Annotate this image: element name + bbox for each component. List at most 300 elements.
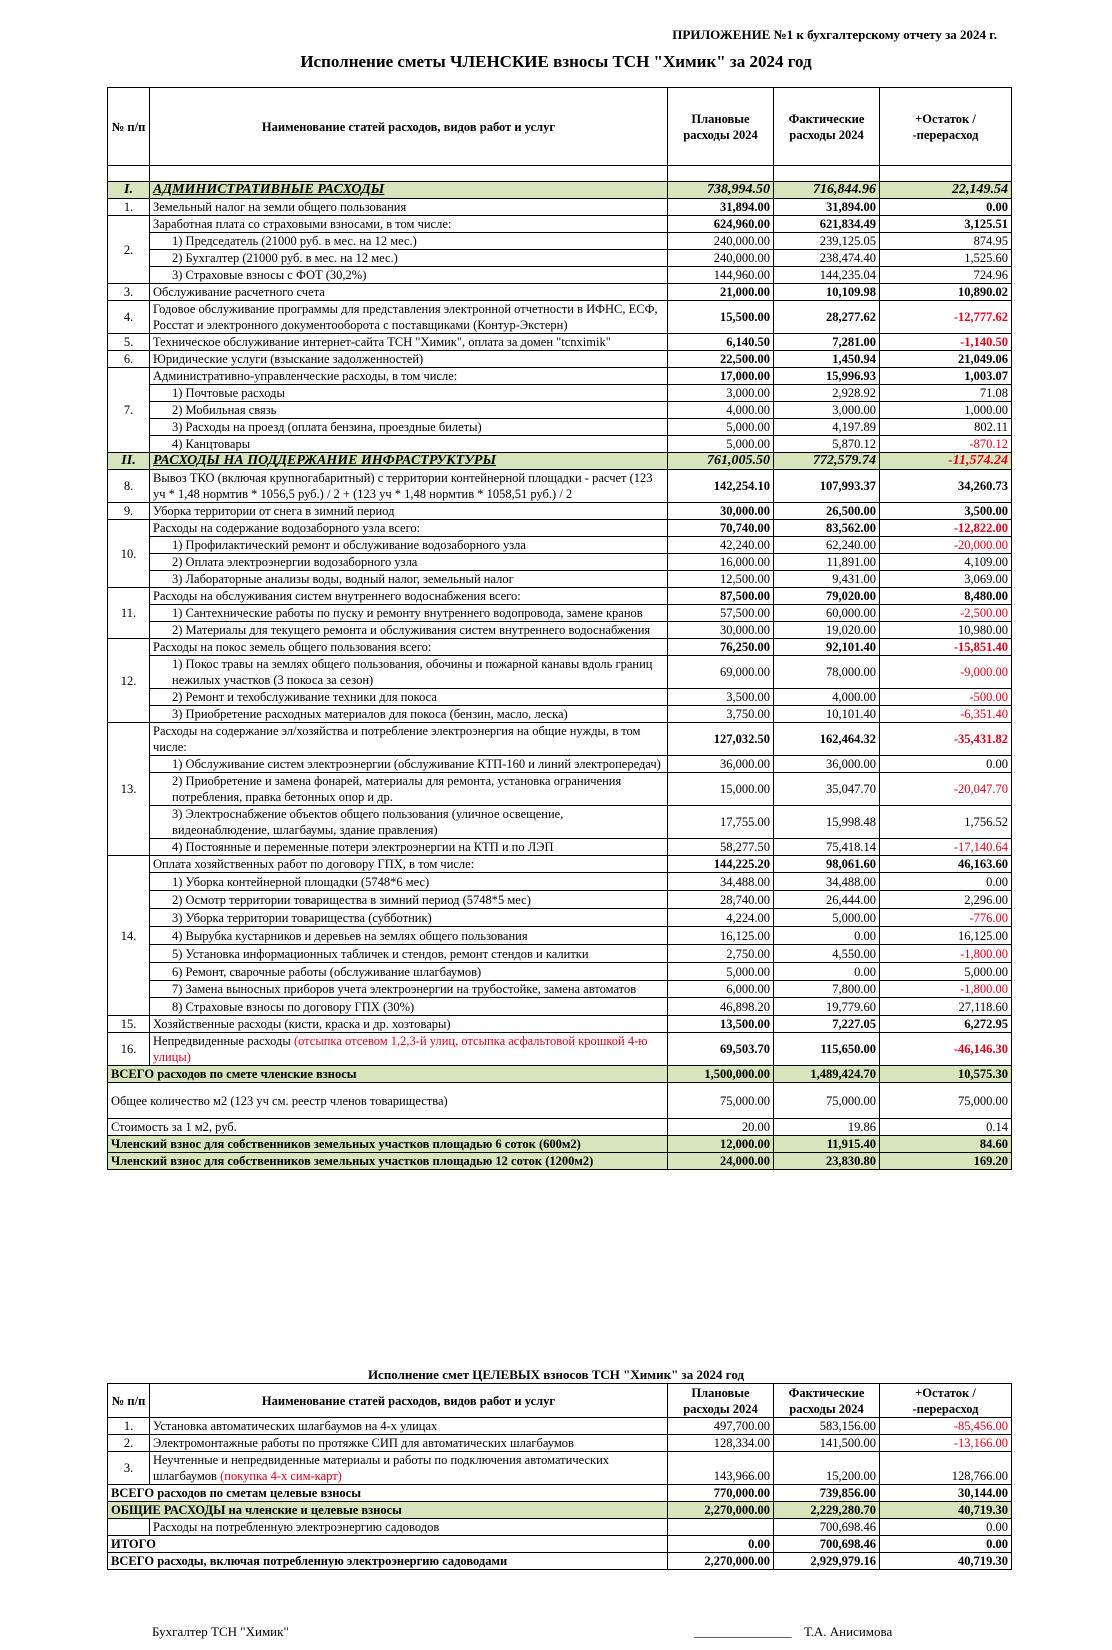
sub-plan: 240,000.00 [668,233,774,250]
sub-fact: 7,800.00 [774,981,880,998]
common-total-row [108,1502,1012,1519]
sub-row [108,773,1012,806]
sub-plan: 3,000.00 [668,385,774,402]
row-diff: -35,431.82 [880,723,1012,756]
row-diff: -85,456.00 [880,1418,1012,1435]
table-row [108,1452,1012,1485]
total-fact: 739,856.00 [774,1485,880,1502]
table-row [108,588,1012,605]
sub-fact: 19,020.00 [774,622,880,639]
row-plan: 21,000.00 [668,284,774,301]
header-plan: Плановые расходы 2024 [668,88,774,166]
row-plan: 13,500.00 [668,1016,774,1033]
row-fact: 1,450.94 [774,351,880,368]
row-fact: 92,101.40 [774,639,880,656]
sub-fact: 11,891.00 [774,554,880,571]
grand-total-row [108,1553,1012,1570]
sub-fact: 36,000.00 [774,756,880,773]
sub-fact: 78,000.00 [774,656,880,689]
sub-diff: 2,296.00 [880,891,1012,909]
sub-diff: -776.00 [880,909,1012,927]
row-plan: 142,254.10 [668,470,774,503]
sub-name: 2) Мобильная связь [150,402,668,419]
sub-plan: 4,000.00 [668,402,774,419]
row-diff: 3,125.51 [880,216,1012,233]
row-plan: 17,000.00 [668,368,774,385]
sub-diff: -6,351.40 [880,706,1012,723]
row-fact: 79,020.00 [774,588,880,605]
sub-name: 4) Вырубка кустарников и деревьев на землях общего пользования [150,927,668,945]
sub-plan: 15,000.00 [668,773,774,806]
row-num: 2. [108,1435,150,1452]
sub-fact: 4,550.00 [774,945,880,963]
row-num: 11. [108,588,150,639]
row-fact: 15,996.93 [774,368,880,385]
row-plan: 30,000.00 [668,503,774,520]
sub-row [108,656,1012,689]
row-plan: 15,500.00 [668,301,774,334]
sub-fact: 26,444.00 [774,891,880,909]
fee-row [108,1136,1012,1153]
row-diff: -13,166.00 [880,1435,1012,1452]
grand-name: ВСЕГО расходы, включая потребленную электроэнергию садоводами [108,1553,668,1570]
sub-name: 3) Приобретение расходных материалов для покоса (бензин, масло, леска) [150,706,668,723]
sub-name: 2) Ремонт и техобслуживание техники для покоса [150,689,668,706]
sub-fact: 144,235.04 [774,267,880,284]
row-num: 7. [108,368,150,453]
row-name: Расходы на содержание водозаборного узла всего: [150,520,668,537]
row-plan: 761,005.50 [668,453,774,470]
signature-role: Бухгалтер ТСН "Химик" [152,1624,289,1639]
header-diff: +Остаток / -перерасход [880,1384,1012,1418]
row-fact: 162,464.32 [774,723,880,756]
sub-diff: 874.95 [880,233,1012,250]
fee-row [108,1153,1012,1170]
sub-row [108,571,1012,588]
total-name: ВСЕГО расходов по сметам целевые взносы [108,1485,668,1502]
sub-fact: 15,998.48 [774,806,880,839]
common-fact: 2,229,280.70 [774,1502,880,1519]
target-estimate-table [107,1383,1012,1570]
area-fact: 75,000.00 [774,1083,880,1119]
sub-diff: -870.12 [880,436,1012,453]
row-num: 3. [108,284,150,301]
sub-row [108,622,1012,639]
row-diff: -12,777.62 [880,301,1012,334]
total-plan: 770,000.00 [668,1485,774,1502]
table-row [108,520,1012,537]
sub-plan: 30,000.00 [668,622,774,639]
sub-row [108,981,1012,998]
cost-diff: 0.14 [880,1119,1012,1136]
sub-row [108,267,1012,284]
sub-plan: 34,488.00 [668,873,774,891]
sub-fact: 4,000.00 [774,689,880,706]
sub-name: 6) Ремонт, сварочные работы (обслуживание шлагбаумов) [150,963,668,981]
sub-row [108,689,1012,706]
row-diff: 22,149.54 [880,182,1012,199]
sub-fact: 0.00 [774,927,880,945]
sub-fact: 3,000.00 [774,402,880,419]
sub-diff: 3,069.00 [880,571,1012,588]
row-name: Установка автоматических шлагбаумов на 4-х улицах [150,1418,668,1435]
row-num: II. [108,453,150,470]
sub-name: 1) Покос травы на землях общего пользования, обочины и пожарной канавы вдоль границ нежилых участков (3 покоса за сезон) [150,656,668,689]
sub-fact: 2,928.92 [774,385,880,402]
row-name [150,1452,668,1485]
row-diff: -46,146.30 [880,1033,1012,1066]
sub-diff: 5,000.00 [880,963,1012,981]
row-num [108,1519,150,1536]
row-plan: 624,960.00 [668,216,774,233]
total-diff: 30,144.00 [880,1485,1012,1502]
row-plan: 738,994.50 [668,182,774,199]
sub-row [108,891,1012,909]
sub-plan: 46,898.20 [668,998,774,1016]
row-name: Электромонтажные работы по протяжке СИП для автоматических шлагбаумов [150,1435,668,1452]
sub-name: 2) Оплата электроэнергии водозаборного узла [150,554,668,571]
sub-name: 4) Канцтовары [150,436,668,453]
table-row [108,639,1012,656]
common-plan: 2,270,000.00 [668,1502,774,1519]
row-plan: 128,334.00 [668,1435,774,1452]
fee-fact: 11,915.40 [774,1136,880,1153]
area-name: Общее количество м2 (123 уч см. реестр членов товарищества) [108,1083,668,1119]
row-num: 2. [108,216,150,284]
page-title: Исполнение сметы ЧЛЕНСКИЕ взносы ТСН "Химик" за 2024 год [300,52,812,71]
sub-row [108,945,1012,963]
row-num: 9. [108,503,150,520]
section-row [108,182,1012,199]
row-num: 3. [108,1452,150,1485]
row-num: 1. [108,199,150,216]
row-diff: 128,766.00 [880,1452,1012,1485]
sub-name: 2) Материалы для текущего ремонта и обслуживания систем внутреннего водоснабжения [150,622,668,639]
sub-name: 5) Установка информационных табличек и стендов, ремонт стендов и калитки [150,945,668,963]
sub-name: 8) Страховые взносы по договору ГПХ (30%) [150,998,668,1016]
sub-name: 3) Страховые взносы с ФОТ (30,2%) [150,267,668,284]
sub-plan: 5,000.00 [668,419,774,436]
electricity-diff: 0.00 [880,1519,1012,1536]
sub-name: 3) Электроснабжение объектов общего пользования (уличное освещение, видеонаблюдение, шлагбаумы, здание правления) [150,806,668,839]
header-num: № п/п [108,1384,150,1418]
sub-row [108,605,1012,622]
table-row [108,199,1012,216]
sub-fact: 34,488.00 [774,873,880,891]
row-note: (покупка 4-х сим-карт) [220,1469,342,1483]
row-name: Хозяйственные расходы (кисти, краска и др. хозтовары) [150,1016,668,1033]
cost-row [108,1119,1012,1136]
section-row [108,453,1012,470]
sub-row [108,250,1012,267]
grand-fact: 2,929,979.16 [774,1553,880,1570]
row-name: Расходы на содержание эл/хозяйства и потребление электроэнергия на общие нужды, в том числе: [150,723,668,756]
sub-plan: 17,755.00 [668,806,774,839]
row-name: АДМИНИСТРАТИВНЫЕ РАСХОДЫ [150,182,668,199]
sub-row [108,873,1012,891]
row-diff: 0.00 [880,199,1012,216]
row-diff: 8,480.00 [880,588,1012,605]
sub-row [108,963,1012,981]
signature-name: Т.А. Анисимова [804,1624,893,1639]
sub-diff: 27,118.60 [880,998,1012,1016]
sub-diff: -20,047.70 [880,773,1012,806]
row-fact: 15,200.00 [774,1452,880,1485]
table-row [108,1418,1012,1435]
sub-diff: 1,756.52 [880,806,1012,839]
sub-plan: 57,500.00 [668,605,774,622]
row-fact: 7,227.05 [774,1016,880,1033]
sub-name: 2) Осмотр территории товарищества в зимний период (5748*5 мес) [150,891,668,909]
total-row [108,1066,1012,1083]
row-name: Годовое обслуживание программы для представления электронной отчетности в ИФНС, ЕСФ, Росстат и электронного документооборота с поставщиками (Контур-Экстерн) [150,301,668,334]
row-diff: -1,140.50 [880,334,1012,351]
area-diff: 75,000.00 [880,1083,1012,1119]
sub-row [108,806,1012,839]
grand-diff: 40,719.30 [880,1553,1012,1570]
sub-row [108,419,1012,436]
cost-fact: 19.86 [774,1119,880,1136]
header-num: № п/п [108,88,150,166]
row-name: РАСХОДЫ НА ПОДДЕРЖАНИЕ ИНФРАСТРУКТУРЫ [150,453,668,470]
row-num: 10. [108,520,150,588]
sub-plan: 69,000.00 [668,656,774,689]
row-num: 15. [108,1016,150,1033]
row-name: Юридические услуги (взыскание задолженностей) [150,351,668,368]
electricity-plan [668,1519,774,1536]
grand-plan: 2,270,000.00 [668,1553,774,1570]
table-row [108,284,1012,301]
table-row [108,368,1012,385]
electricity-name: Расходы на потребленную электроэнергию садоводов [150,1519,668,1536]
table-row [108,334,1012,351]
row-fact: 26,500.00 [774,503,880,520]
row-name-text: Неучтенные и непредвиденные материалы и работы по подключения автоматических шлагбаумов [153,1453,610,1483]
row-num: 6. [108,351,150,368]
row-num: 4. [108,301,150,334]
row-num: 5. [108,334,150,351]
sub-fact: 238,474.40 [774,250,880,267]
sub-name: 3) Лабораторные анализы воды, водный налог, земельный налог [150,571,668,588]
sub-name: 3) Расходы на проезд (оплата бензина, проездные билеты) [150,419,668,436]
row-diff: 6,272.95 [880,1016,1012,1033]
sub-plan: 42,240.00 [668,537,774,554]
header-name: Наименование статей расходов, видов работ и услуг [150,88,668,166]
sub-fact: 62,240.00 [774,537,880,554]
sub-row [108,998,1012,1016]
row-num: 16. [108,1033,150,1066]
area-row [108,1083,1012,1119]
sub-plan: 2,750.00 [668,945,774,963]
row-plan: 143,966.00 [668,1452,774,1485]
sub-plan: 36,000.00 [668,756,774,773]
sub-row [108,554,1012,571]
total-row [108,1485,1012,1502]
sub-diff: -20,000.00 [880,537,1012,554]
row-plan: 70,740.00 [668,520,774,537]
target-title: Исполнение смет ЦЕЛЕВЫХ взносов ТСН "Химик" за 2024 год [367,1367,745,1382]
row-plan: 76,250.00 [668,639,774,656]
sub-name: 2) Бухгалтер (21000 руб. в мес. на 12 мес.) [150,250,668,267]
sub-diff: -2,500.00 [880,605,1012,622]
row-num: I. [108,182,150,199]
row-fact: 621,834.49 [774,216,880,233]
row-name: Заработная плата со страховыми взносами, в том числе: [150,216,668,233]
total-plan: 1,500,000.00 [668,1066,774,1083]
row-fact: 83,562.00 [774,520,880,537]
row-plan: 22,500.00 [668,351,774,368]
sub-diff: 724.96 [880,267,1012,284]
cost-plan: 20.00 [668,1119,774,1136]
fee-fact: 23,830.80 [774,1153,880,1170]
sub-plan: 5,000.00 [668,963,774,981]
header-fact: Фактические расходы 2024 [774,88,880,166]
table-row [108,351,1012,368]
sub-row [108,839,1012,856]
row-name: Оплата хозяйственных работ по договору ГПХ, в том числе: [150,856,668,873]
row-fact: 31,894.00 [774,199,880,216]
row-fact: 10,109.98 [774,284,880,301]
row-plan: 127,032.50 [668,723,774,756]
sub-row [108,233,1012,250]
sub-diff: 802.11 [880,419,1012,436]
cost-name: Стоимость за 1 м2, руб. [108,1119,668,1136]
header-name: Наименование статей расходов, видов работ и услуг [150,1384,668,1418]
sub-fact: 35,047.70 [774,773,880,806]
fee-plan: 12,000.00 [668,1136,774,1153]
sub-plan: 3,500.00 [668,689,774,706]
sub-plan: 12,500.00 [668,571,774,588]
row-name: Обслуживание расчетного счета [150,284,668,301]
row-name: Расходы на обслуживания систем внутреннего водоснабжения всего: [150,588,668,605]
row-plan: 31,894.00 [668,199,774,216]
row-diff: 46,163.60 [880,856,1012,873]
row-fact: 7,281.00 [774,334,880,351]
sub-plan: 4,224.00 [668,909,774,927]
row-diff: 1,003.07 [880,368,1012,385]
table-spacer-row [108,166,1012,182]
sub-diff: 1,000.00 [880,402,1012,419]
signature-line: _______________ [694,1624,792,1639]
sub-name: 1) Профилактический ремонт и обслуживание водозаборного узла [150,537,668,554]
common-name: ОБЩИЕ РАСХОДЫ на членские и целевые взносы [108,1502,668,1519]
sub-row [108,927,1012,945]
header-fact: Фактические расходы 2024 [774,1384,880,1418]
sub-diff: 0.00 [880,756,1012,773]
sub-fact: 239,125.05 [774,233,880,250]
sub-name: 1) Уборка контейнерной площадки (5748*6 мес) [150,873,668,891]
header-diff: +Остаток / -перерасход [880,88,1012,166]
row-fact: 98,061.60 [774,856,880,873]
row-name: Административно-управленческие расходы, в том числе: [150,368,668,385]
sub-row [108,909,1012,927]
area-plan: 75,000.00 [668,1083,774,1119]
sub-plan: 16,125.00 [668,927,774,945]
fee-diff: 84.60 [880,1136,1012,1153]
sub-diff: 0.00 [880,873,1012,891]
sub-plan: 6,000.00 [668,981,774,998]
row-plan: 87,500.00 [668,588,774,605]
sub-fact: 0.00 [774,963,880,981]
sub-diff: -9,000.00 [880,656,1012,689]
row-num: 12. [108,639,150,723]
sub-plan: 28,740.00 [668,891,774,909]
sub-row [108,706,1012,723]
row-name [150,1033,668,1066]
sub-plan: 5,000.00 [668,436,774,453]
fee-name: Членский взнос для собственников земельных участков площадью 12 соток (1200м2) [108,1153,668,1170]
electricity-row [108,1519,1012,1536]
sub-row [108,756,1012,773]
row-plan: 497,700.00 [668,1418,774,1435]
sub-name: 3) Уборка территории товарищества (субботник) [150,909,668,927]
row-fact: 141,500.00 [774,1435,880,1452]
row-diff: -11,574.24 [880,453,1012,470]
sub-diff: 1,525.60 [880,250,1012,267]
row-fact: 107,993.37 [774,470,880,503]
sub-name: 7) Замена выносных приборов учета электроэнергии на трубостойке, замена автоматов [150,981,668,998]
electricity-fact: 700,698.46 [774,1519,880,1536]
row-num: 13. [108,723,150,856]
membership-estimate-table [107,87,1012,1170]
sub-row [108,436,1012,453]
sub-diff: 10,980.00 [880,622,1012,639]
sub-row [108,402,1012,419]
sub-plan: 144,960.00 [668,267,774,284]
sub-diff: -1,800.00 [880,981,1012,998]
row-fact: 772,579.74 [774,453,880,470]
sub-name: 1) Сантехнические работы по пуску и ремонту внутреннего водопровода, замене кранов [150,605,668,622]
sub-plan: 58,277.50 [668,839,774,856]
row-name: Расходы на покос земель общего пользования всего: [150,639,668,656]
sub-name: 2) Приобретение и замена фонарей, материалы для ремонта, установка ограничения потребления, правка бетонных опор и др. [150,773,668,806]
row-note: (отсыпка отсевом 1,2,3-й улиц, отсыпка асфальтовой крошкой 4-ю улицы) [153,1034,648,1064]
appendix-note: ПРИЛОЖЕНИЕ №1 к бухгалтерскому отчету за 2024 г. [672,27,997,42]
sub-diff: 71.08 [880,385,1012,402]
table-header-row [108,1384,1012,1418]
fee-name: Членский взнос для собственников земельных участков площадью 6 соток (600м2) [108,1136,668,1153]
row-diff: -15,851.40 [880,639,1012,656]
table-row [108,856,1012,873]
row-name: Вывоз ТКО (включая крупногабаритный) с территории контейнерной площадки - расчет (123 уч * 1,48 нормтив * 1056,5 руб.) / 2 + (123 уч * 1,48 нормтив * 1058,51 руб.) / 2 [150,470,668,503]
total-name: ВСЕГО расходов по смете членские взносы [108,1066,668,1083]
total-diff: 10,575.30 [880,1066,1012,1083]
row-fact: 28,277.62 [774,301,880,334]
sub-name: 4) Постоянные и переменные потери электроэнергии на КТП и по ЛЭП [150,839,668,856]
row-name-text: Непредвиденные расходы [153,1034,294,1048]
row-plan: 144,225.20 [668,856,774,873]
table-row [108,1016,1012,1033]
itogo-row [108,1536,1012,1553]
sub-diff: 16,125.00 [880,927,1012,945]
total-fact: 1,489,424.70 [774,1066,880,1083]
sub-plan: 240,000.00 [668,250,774,267]
itogo-fact: 700,698.46 [774,1536,880,1553]
sub-fact: 5,870.12 [774,436,880,453]
header-plan: Плановые расходы 2024 [668,1384,774,1418]
sub-fact: 75,418.14 [774,839,880,856]
table-row [108,301,1012,334]
row-diff: 10,890.02 [880,284,1012,301]
sub-name: 1) Почтовые расходы [150,385,668,402]
row-diff: -12,822.00 [880,520,1012,537]
row-num: 8. [108,470,150,503]
sub-name: 1) Обслуживание систем электроэнергии (обслуживание КТП-160 и линий электропередач) [150,756,668,773]
sub-plan: 16,000.00 [668,554,774,571]
sub-fact: 19,779.60 [774,998,880,1016]
row-fact: 716,844.96 [774,182,880,199]
fee-plan: 24,000.00 [668,1153,774,1170]
